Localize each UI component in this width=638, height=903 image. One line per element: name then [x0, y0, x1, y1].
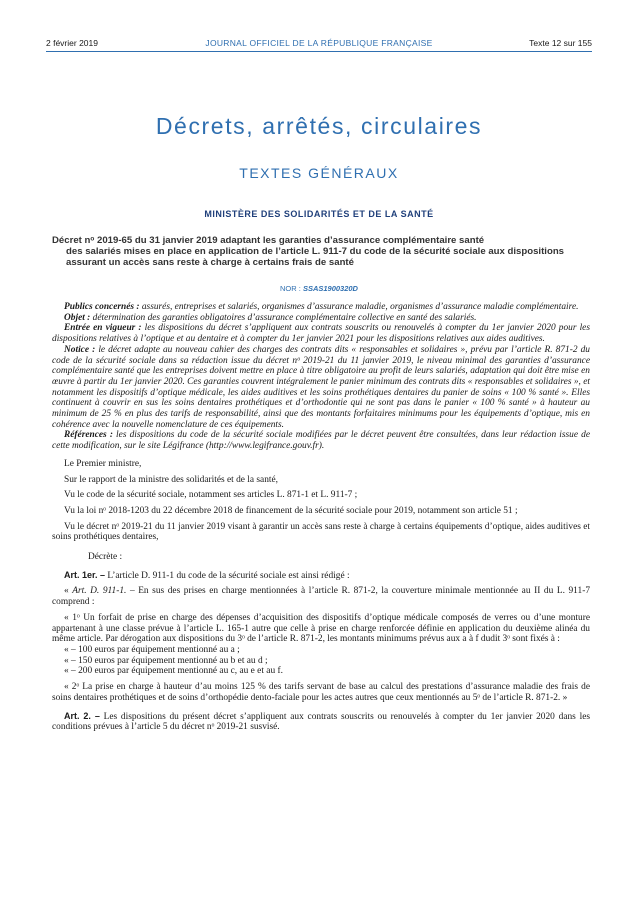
header-rule	[46, 51, 592, 52]
article-1	[52, 570, 590, 582]
entree-text: les dispositions du décret s’appliquent aux contrats souscrits ou renouvelés à compter du 1er janvier 2020 pour les dispositions relatives à l’optique et au dentaire et à compter du 1er janvier 2021 pour les dispositions relatives aux aides auditives.	[52, 323, 590, 345]
nor-value: SSAS1900320D	[302, 284, 358, 293]
article-d911-1-text: – En sus des prises en charge mentionnées à l’article R. 871-2, la couverture minimale mentionnée au II du L. 911-7 comprend :	[52, 586, 591, 608]
article-d911-1	[52, 586, 590, 607]
item-1: « 1ᵒ Un forfait de prise en charge des dépenses d’acquisition des dispositifs d’optique médicale composés de verres ou d’une monture appartenant à une classe prévue à l’article L. 165-1 autre que celle à prise en charge renforcée définie en application du deuxième alinéa du même article. Par dérogation aux dispositions du 3ᵒ de l’article R. 871-2, les montants minimums prévus aux a à f dudit 3ᵒ sont fixés à :	[52, 612, 590, 645]
article-2-label: Art. 2. –	[64, 710, 100, 721]
item-1a: « – 100 euros par équipement mentionné au a ;	[64, 644, 240, 655]
decree-title-line1: Décret nᵒ 2019-65 du 31 janvier 2019 adaptant les garanties d’assurance complémentaire santé	[52, 235, 485, 246]
entree-label: Entrée en vigueur :	[64, 323, 142, 334]
visa-code: Vu le code de la sécurité sociale, notamment ses articles L. 871-1 et L. 911-7 ;	[64, 490, 358, 501]
article-d911-1-label: Art. D. 911-1.	[72, 586, 127, 597]
decree-body	[52, 302, 590, 733]
article-2	[52, 711, 590, 733]
decree-title	[52, 235, 590, 268]
references-paragraph	[52, 430, 590, 451]
nor-label: NOR :	[280, 284, 303, 293]
notice-paragraph	[52, 345, 590, 431]
decrete: Décrète :	[88, 552, 123, 563]
sub-title: TEXTES GÉNÉRAUX	[239, 165, 399, 181]
article-2-text: Les dispositions du présent décret s’appliquent aux contrats souscrits ou renouvelés à compter du 1er janvier 2020 dans les conditions prévues à l’article 5 du décret nᵒ 2019-21 susvisé.	[52, 711, 590, 733]
quote-open: «	[64, 586, 73, 597]
ministry-name: MINISTÈRE DES SOLIDARITÉS ET DE LA SANTÉ	[204, 209, 434, 219]
publics-paragraph	[52, 302, 590, 313]
visa-rapport: Sur le rapport de la ministre des solidarités et de la santé,	[64, 474, 278, 485]
visa-loi: Vu la loi nᵒ 2018-1203 du 22 décembre 2018 de financement de la sécurité sociale pour 2019, notamment son article 51 ;	[64, 505, 518, 516]
header-journal-title: JOURNAL OFFICIEL DE LA RÉPUBLIQUE FRANÇAISE	[205, 38, 433, 48]
article-1-text: L’article D. 911-1 du code de la sécurité sociale est ainsi rédigé :	[105, 570, 350, 581]
entree-paragraph	[52, 323, 590, 344]
premier-ministre: Le Premier ministre,	[64, 458, 142, 469]
references-text: les dispositions du code de la sécurité sociale modifiées par le décret peuvent être consultées, dans leur rédaction issue de cette modification, sur le site Légifrance (http://www.legifrance.gouv.fr).	[52, 430, 590, 452]
notice-label: Notice :	[64, 344, 96, 355]
page-header	[46, 38, 592, 52]
objet-text: détermination des garanties obligatoires d’assurance complémentaire collective en santé des salariés.	[90, 312, 477, 323]
header-date: 2 février 2019	[46, 38, 98, 48]
item-1c: « – 200 euros par équipement mentionné au c, au e et au f.	[64, 666, 283, 677]
objet-label: Objet :	[64, 312, 91, 323]
publics-label: Publics concernés :	[64, 302, 140, 312]
decree-title-rest: des salariés mises en place en application de l’article L. 911-7 du code de la sécurité sociale aux dispositions assurant un accès sans reste à charge à certains frais de santé	[66, 246, 565, 268]
visa-decret: Vu le décret nᵒ 2019-21 du 11 janvier 2019 visant à garantir un accès sans reste à charge à certains équipements d’optique, aides auditives et soins prothétiques dentaires,	[52, 521, 590, 543]
references-label: Références :	[64, 430, 113, 441]
item-1b: « – 150 euros par équipement mentionné au b et au d ;	[64, 655, 268, 666]
section-title: Décrets, arrêtés, circulaires	[155, 113, 483, 139]
publics-text: assurés, entreprises et salariés, organismes d’assurance maladie, organismes d’assurance maladie complémentaire.	[139, 302, 579, 312]
item-2: « 2ᵒ La prise en charge à hauteur d’au moins 125 % des tarifs servant de base au calcul des prestations d’assurance maladie des frais de soins dentaires prothétiques et de soins d’orthopédie dento-faciale pour les actes autres que ceux mentionnés au 5ᵒ de l’article R. 871-2. »	[52, 682, 590, 703]
nor-reference	[0, 284, 638, 293]
article-1-label: Art. 1er. –	[64, 569, 106, 580]
objet-paragraph	[52, 313, 590, 324]
header-text-number: Texte 12 sur 155	[529, 38, 592, 48]
notice-text: le décret adapte au nouveau cahier des charges des contrats dits « responsables et solidaires », prévu par l’article R. 871-2 du code de la sécurité sociale dans sa rédaction issue du décret nᵒ 2019-21 du 11 janvier 2019, le niveau minimal des garanties d’assurance complémentaire santé que les entreprises doivent mettre en place à titre obligatoire au profit de leurs salariés, adaptation qui doit être mise en œuvre à partir du 1er janvier 2020. Ces garanties couvrent intégralement le panier minimum des contrats dits « responsables et solidaires », et notamment les dispositifs d’optique médicale, les aides auditives et les soins prothétiques dentaires du panier de soins « 100 % santé ». Elles continuent à couvrir en sus les soins dentaires prothétiques et d’orthodontie qui ne sont pas dans le panier « 100 % santé » à hauteur au minimum de 25 % en plus des tarifs de responsabilité, ainsi que des montants forfaitaires minimums pour les équipements d’optique, mis en cohérence avec la nouvelle nomenclature de ces équipements.	[52, 344, 590, 430]
